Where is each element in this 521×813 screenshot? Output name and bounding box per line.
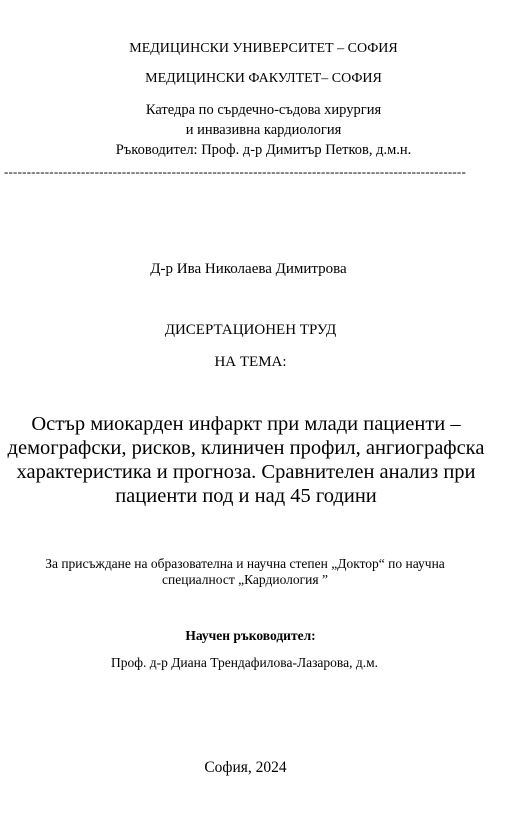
supervisor-name: Проф. д-р Диана Трендафилова-Лазарова, д.м. [110,655,379,670]
dissertation-type: ДИСЕРТАЦИОНЕН ТРУД [164,322,337,338]
department-name-line-2: и инвазивна кардиология [185,122,342,138]
university-name: МЕДИЦИНСКИ УНИВЕРСИТЕТ – СОФИЯ [129,41,398,56]
degree-statement-line: специалност „Кардиология ” [162,572,328,587]
header-divider: ------------------------------------------------------------------------------------------------------ [4,164,466,179]
title-line: Остър миокарден инфаркт при млади пациенти – [31,413,461,435]
department-name-line-1: Катедра по сърдечно-съдова хирургия [145,102,382,118]
degree-statement [0,556,490,588]
title-line: демографски, рисков, клиничен профил, ангиографска [7,437,485,459]
topic-label: НА ТЕМА: [214,354,287,370]
title-line: пациенти под и над 45 години [115,485,377,507]
department-head: Ръководител: Проф. д-р Димитър Петков, д.м.н. [115,142,412,158]
supervisor-label: Научен ръководител: [185,628,316,643]
title-line: характеристика и прогноза. Сравнителен анализ при [16,461,476,483]
place-and-year: София, 2024 [204,759,287,776]
faculty-name: МЕДИЦИНСКИ ФАКУЛТЕТ– СОФИЯ [145,71,382,86]
dissertation-title [0,412,492,508]
degree-statement-line: За присъждане на образователна и научна степен „Доктор“ по научна [45,556,445,571]
author-name: Д-р Ива Николаева Димитрова [150,261,347,277]
